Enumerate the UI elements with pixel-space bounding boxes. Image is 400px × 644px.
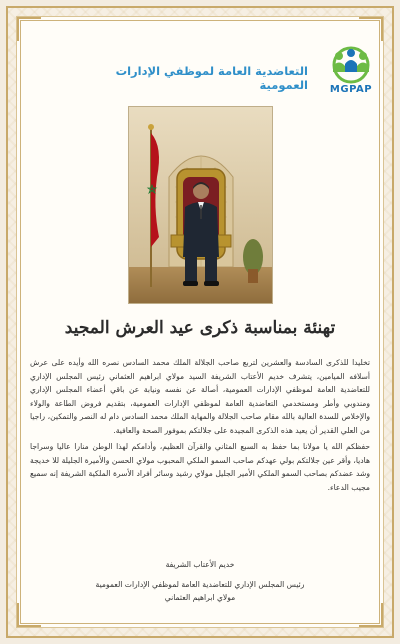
- signature-block: [40, 558, 360, 604]
- body-paragraph: حفظكم الله يا مولانا بما حفظ به السبع المثاني والقرآن العظيم، وأدامكم لهذا الوطن منارا عاليا وسراجا هاديا، وأقر عين جلالتكم بولي عهدكم صاحب السمو الملكي المحبوب مولاي الحسن والأميرة الجليلة للا خديجة وشد عضدكم بصاحب السمو الملكي الأمير الجليل مولاي رشيد وسائر أفراد الأسرة الملكية الشريفة إنه سميع مجيب الدعاء.: [30, 442, 370, 492]
- signature-title: خديم الأعتاب الشريفة: [165, 560, 235, 569]
- mgpap-logo: [320, 44, 382, 100]
- letter-body: [30, 356, 370, 497]
- organization-name: التعاضدية العامة لموظفي الإدارات العمومية: [115, 64, 308, 92]
- signature-role: رئيس المجلس الإداري للتعاضدية العامة لموظفي الإدارات العمومية: [95, 580, 305, 589]
- corner-ornament: [359, 603, 383, 627]
- corner-ornament: [17, 603, 41, 627]
- headline: تهنئة بمناسبة ذكرى عيد العرش المجيد: [64, 318, 336, 338]
- portrait-illustration: [129, 107, 272, 303]
- corner-ornament: [359, 17, 383, 41]
- logo-text: MGPAP: [329, 84, 373, 95]
- corner-ornament: [17, 17, 41, 41]
- people-logo-icon: [320, 44, 382, 86]
- royal-portrait: [128, 106, 273, 304]
- signature-name: مولاي ابراهيم العثماني: [164, 593, 236, 602]
- body-paragraph: تخليدا للذكرى السادسة والعشرين لتربع صاحب الجلالة الملك محمد السادس نصره الله وأيده على عرش أسلافه الميامين، يتشرف خديم الأعتاب الشريفة السيد مولاي ابراهيم العثماني رئيس المجلس الإداري للتعاضدية العامة لموظفي الإدارات العمومية، أصالة عن نفسه ونيابة عن باقي أعضاء المجلس الإداري ومندوبي وأطر ومستخدمي التعاضدية العامة لموظفي الإدارات العمومية، بتقديم فروض الطاعة والولاء والإخلاص للسدة العالية بالله مقام صاحب الجلالة والمهابة الملك محمد السادس دام له النصر والتمكين، راجيا من العلي القدير أن يعيد هذه الذكرى المجيدة على جلالتكم بموفور الصحة والعافية.: [30, 358, 370, 435]
